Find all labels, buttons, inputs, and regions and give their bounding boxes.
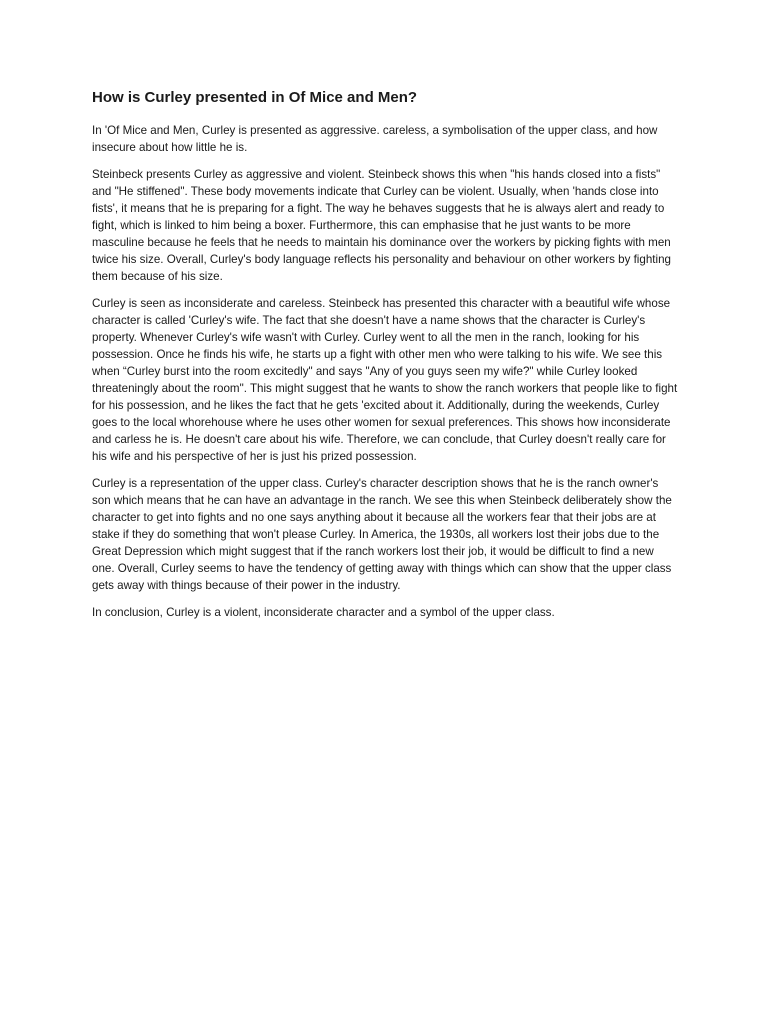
aggressive-paragraph: Steinbeck presents Curley as aggressive and violent. Steinbeck shows this when "his hands closed into a fists" and "He stiffened". These body movements indicate that Curley can be violent. Usually, when 'hands close into fists', it means that he is preparing for a fight. The way he behaves suggests that he is always alert and ready to fight, which is linked to him being a boxer. Furthermore, this can emphasise that he just wants to be more masculine because he feels that he needs to maintain his dominance over the workers by picking fights with men twice his size. Overall, Curley's body language reflects his personality and behaviour on other workers by fighting them because of his size. [92,168,671,283]
upper-class-paragraph: Curley is a representation of the upper class. Curley's character description shows that he is the ranch owner's son which means that he can have an advantage in the ranch. We see this when Steinbeck deliberately show the character to get into fights and no one says anything about it because all the workers fear that their jobs are at stake if they do something that won't please Curley. In America, the 1930s, all workers lost their jobs due to the Great Depression which might suggest that if the ranch workers lost their job, it would be difficult to find a new one. Overall, Curley seems to have the tendency of getting away with things which can show that the upper class gets away with things because of their power in the industry. [92,477,672,592]
inconsiderate-paragraph: Curley is seen as inconsiderate and careless. Steinbeck has presented this character with a beautiful wife whose character is called 'Curley's wife. The fact that she doesn't have a name shows that the character is Curley's property. Whenever Curley's wife wasn't with Curley. Curley went to all the men in the ranch, looking for his possession. Once he finds his wife, he starts up a fight with other men who were talking to his wife. We see this when “Curley burst into the room excitedly" and says "Any of you guys seen my wife?" while Curley looked threateningly about the room". This might suggest that he wants to show the ranch workers that people like to fight for his possession, and he likes the fact that he gets 'excited about it. Additionally, during the weekends, Curley goes to the local whorehouse where he uses other women for sexual preferences. This shows how inconsiderate and carless he is. He doesn't care about his wife. Therefore, we can conclude, that Curley doesn't really care for his wife and his perspective of her is just his prized possession. [92,297,678,463]
document-title: How is Curley presented in Of Mice and Men? [92,89,418,106]
document-content [92,88,678,631]
conclusion-paragraph: In conclusion, Curley is a violent, inconsiderate character and a symbol of the upper class. [92,606,555,619]
intro-paragraph: In 'Of Mice and Men, Curley is presented as aggressive. careless, a symbolisation of the upper class, and how insecure about how little he is. [92,124,658,154]
